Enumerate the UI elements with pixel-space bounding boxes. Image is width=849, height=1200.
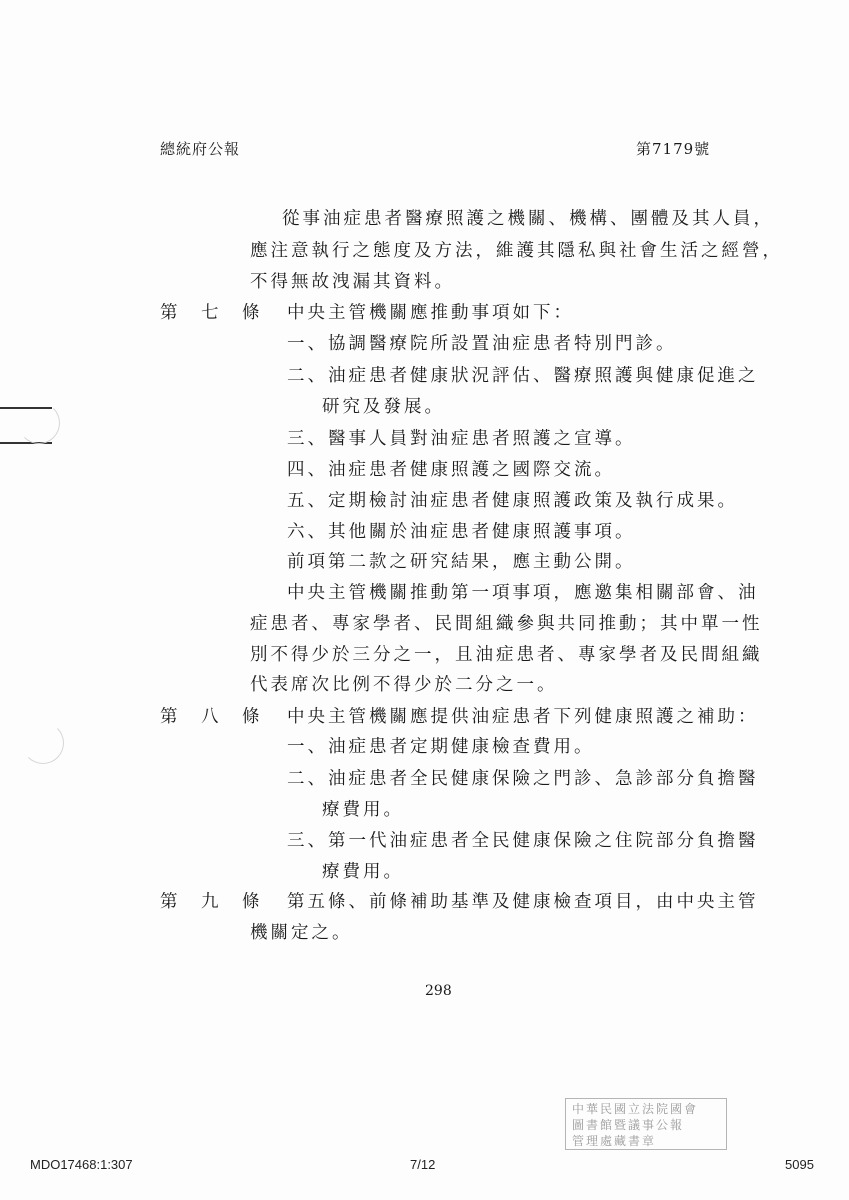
- article-8-item-cont: 療費用。: [322, 862, 404, 882]
- article-7-lead: 中央主管機關應推動事項如下：: [287, 303, 574, 323]
- article-7-item: 五、定期檢討油症患者健康照護政策及執行成果。: [287, 491, 738, 511]
- article-7-item: 四、油症患者健康照護之國際交流。: [287, 460, 615, 480]
- article-8-label: 第 八 條: [160, 707, 263, 727]
- article-7-para3: 中央主管機關推動第一項事項，應邀集相關部會、油: [287, 583, 759, 603]
- article-8-item: 二、油症患者全民健康保險之門診、急診部分負擔醫: [287, 769, 759, 789]
- page-of-total: 7/12: [410, 1157, 436, 1172]
- punch-hole-lower: [22, 722, 64, 764]
- article-7-item: 三、醫事人員對油症患者照護之宣導。: [287, 429, 636, 449]
- article-7-label: 第 七 條: [160, 303, 263, 323]
- stamp-line: 管理處藏書章: [572, 1134, 657, 1148]
- article-9-line: 機關定之。: [250, 923, 353, 943]
- stamp-line: 圖書館暨議事公報: [572, 1118, 685, 1132]
- punch-hole-upper: [18, 402, 60, 444]
- article-9-label: 第 九 條: [160, 892, 263, 912]
- article-7-para3: 症患者、專家學者、民間組織參與共同推動；其中單一性: [250, 614, 763, 634]
- article-7-para3: 代表席次比例不得少於二分之一。: [250, 675, 558, 695]
- library-stamp: [565, 1098, 727, 1150]
- article-8-item-cont: 療費用。: [322, 800, 404, 820]
- article-7-item: 二、油症患者健康狀況評估、醫療照護與健康促進之: [287, 366, 759, 386]
- article-7-para2: 前項第二款之研究結果，應主動公開。: [287, 552, 636, 572]
- intro-line: 從事油症患者醫療照護之機關、機構、團體及其人員，: [282, 209, 774, 229]
- document-id: MDO17468:1:307: [30, 1157, 133, 1172]
- article-8-item: 三、第一代油症患者全民健康保險之住院部分負擔醫: [287, 831, 759, 851]
- page-number: 298: [425, 983, 452, 999]
- gazette-title: 總統府公報: [160, 140, 241, 158]
- article-9-line: 第五條、前條補助基準及健康檢查項目，由中央主管: [287, 892, 759, 912]
- article-7-item-cont: 研究及發展。: [322, 397, 445, 417]
- article-8-lead: 中央主管機關應提供油症患者下列健康照護之補助：: [287, 707, 759, 727]
- intro-line: 不得無故洩漏其資料。: [250, 272, 455, 292]
- article-7-para3: 別不得少於三分之一，且油症患者、專家學者及民間組織: [250, 645, 763, 665]
- article-7-item: 六、其他關於油症患者健康照護事項。: [287, 522, 636, 542]
- article-7-item: 一、協調醫療院所設置油症患者特別門診。: [287, 334, 677, 354]
- issue-number: 第7179號: [636, 140, 711, 158]
- article-8-item: 一、油症患者定期健康檢查費用。: [287, 737, 595, 757]
- footer-code: 5095: [785, 1157, 814, 1172]
- intro-line: 應注意執行之態度及方法，維護其隱私與社會生活之經營，: [250, 241, 783, 261]
- stamp-line: 中華民國立法院國會: [572, 1102, 699, 1116]
